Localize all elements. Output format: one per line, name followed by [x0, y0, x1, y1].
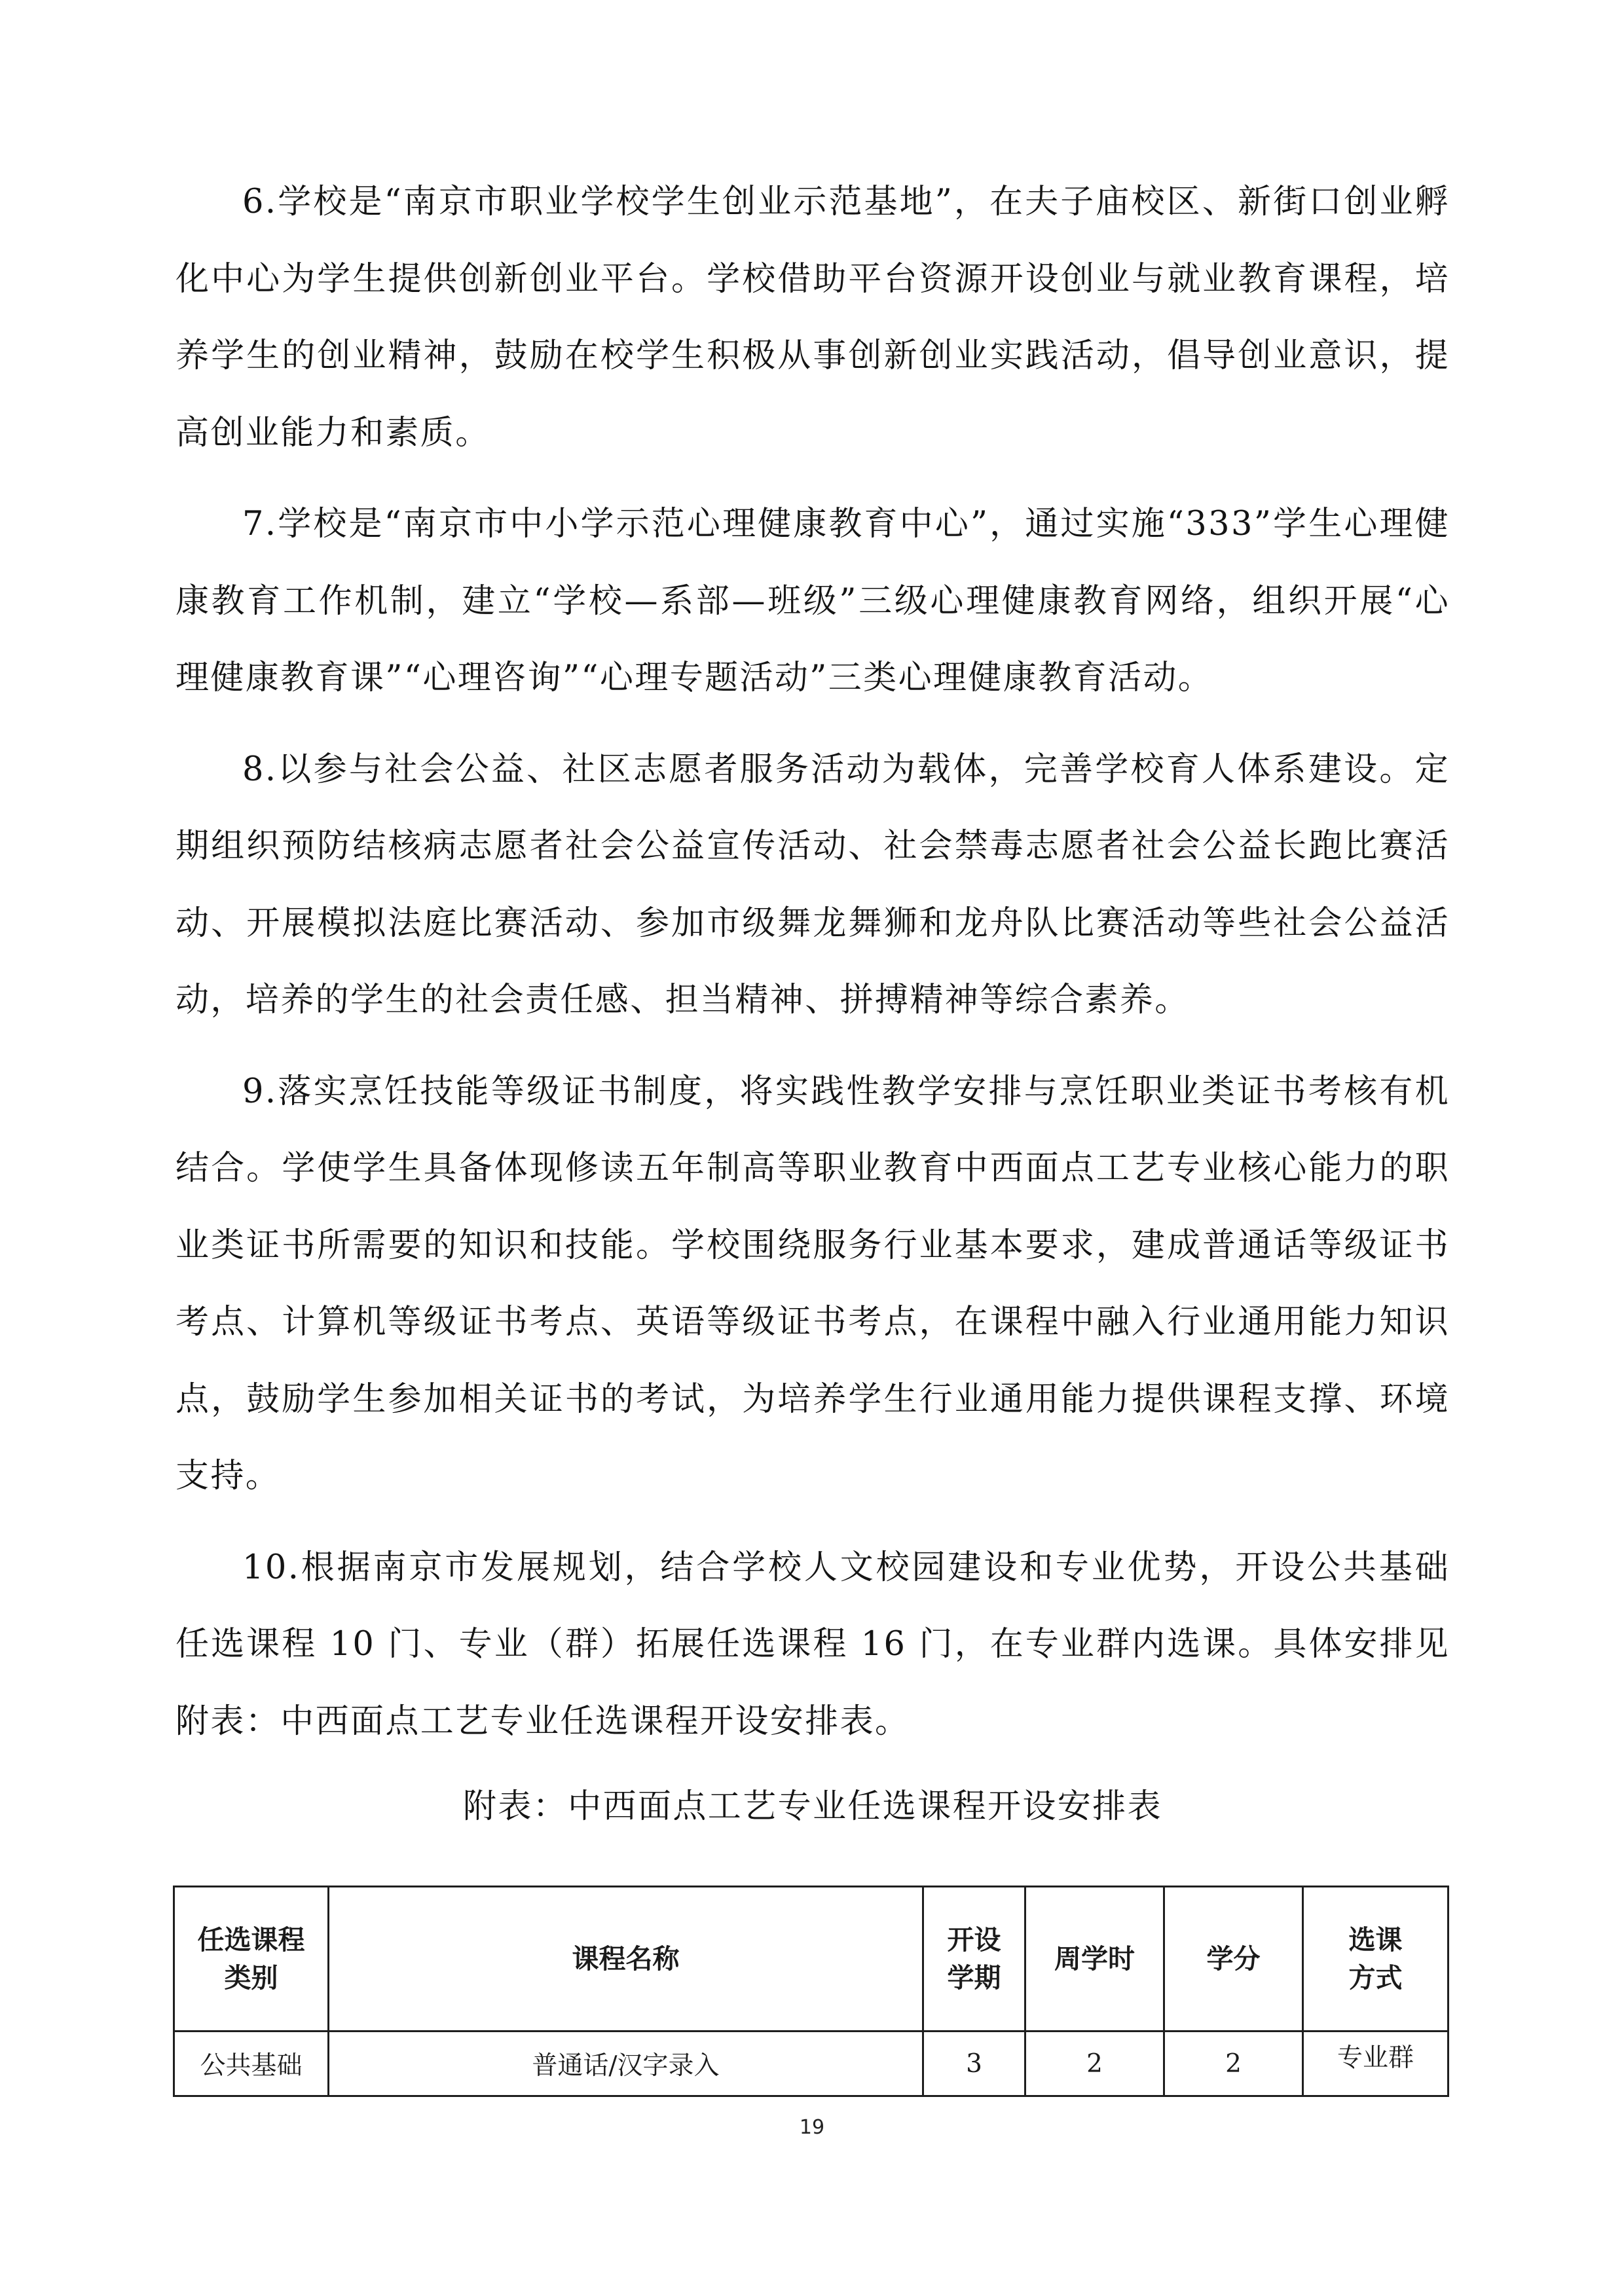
body-text — [175, 164, 1450, 1774]
cell-selection-method: 专业群 — [1303, 2032, 1449, 2096]
table-header-row — [174, 1887, 1449, 2032]
header-selection-method: 选课 方式 — [1303, 1887, 1449, 2032]
cell-course-name: 普通话/汉字录入 — [329, 2032, 923, 2096]
table-row — [174, 2032, 1449, 2096]
cell-credits: 2 — [1164, 2032, 1303, 2096]
header-weekly-hours: 周学时 — [1025, 1887, 1164, 2032]
paragraph-10: 10.根据南京市发展规划，结合学校人文校园建设和专业优势，开设公共基础任选课程 10 门、专业（群）拓展任选课程 16 门，在专业群内选课。具体安排见附表：中西面点工艺专业任选课程开设安排表。 — [175, 1548, 1450, 1741]
header-category: 任选课程 类别 — [174, 1887, 329, 2032]
cell-category: 公共基础 — [174, 2032, 329, 2096]
elective-course-table — [173, 1886, 1449, 2097]
paragraph-7: 7.学校是“南京市中小学示范心理健康教育中心”，通过实施“333”学生心理健康教育工作机制，建立“学校—系部—班级”三级心理健康教育网络，组织开展“心理健康教育课”“心理咨询”“心理专题活动”三类心理健康教育活动。 — [175, 505, 1450, 697]
cell-weekly-hours: 2 — [1025, 2032, 1164, 2096]
paragraph-8: 8.以参与社会公益、社区志愿者服务活动为载体，完善学校育人体系建设。定期组织预防结核病志愿者社会公益宣传活动、社会禁毒志愿者社会公益长跑比赛活动、开展模拟法庭比赛活动、参加市级舞龙舞狮和龙舟队比赛活动等些社会公益活动，培养的学生的社会责任感、担当精神、拼搏精神等综合素养。 — [175, 750, 1450, 1019]
page-number: 19 — [799, 2116, 825, 2139]
table-caption: 附表：中西面点工艺专业任选课程开设安排表 — [462, 1787, 1162, 1826]
paragraph-6: 6.学校是“南京市职业学校学生创业示范基地”，在夫子庙校区、新街口创业孵化中心为学生提供创新创业平台。学校借助平台资源开设创业与就业教育课程，培养学生的创业精神，鼓励在校学生积极从事创新创业实践活动，倡导创业意识，提高创业能力和素质。 — [175, 183, 1450, 452]
cell-semester: 3 — [923, 2032, 1025, 2096]
paragraph-9: 9.落实烹饪技能等级证书制度，将实践性教学安排与烹饪职业类证书考核有机结合。学使学生具备体现修读五年制高等职业教育中西面点工艺专业核心能力的职业类证书所需要的知识和技能。学校围绕服务行业基本要求，建成普通话等级证书考点、计算机等级证书考点、英语等级证书考点，在课程中融入行业通用能力知识点，鼓励学生参加相关证书的考试，为培养学生行业通用能力提供课程支撑、环境支持。 — [175, 1072, 1450, 1495]
header-credits: 学分 — [1164, 1887, 1303, 2032]
header-semester: 开设 学期 — [923, 1887, 1025, 2032]
header-course-name: 课程名称 — [329, 1887, 923, 2032]
